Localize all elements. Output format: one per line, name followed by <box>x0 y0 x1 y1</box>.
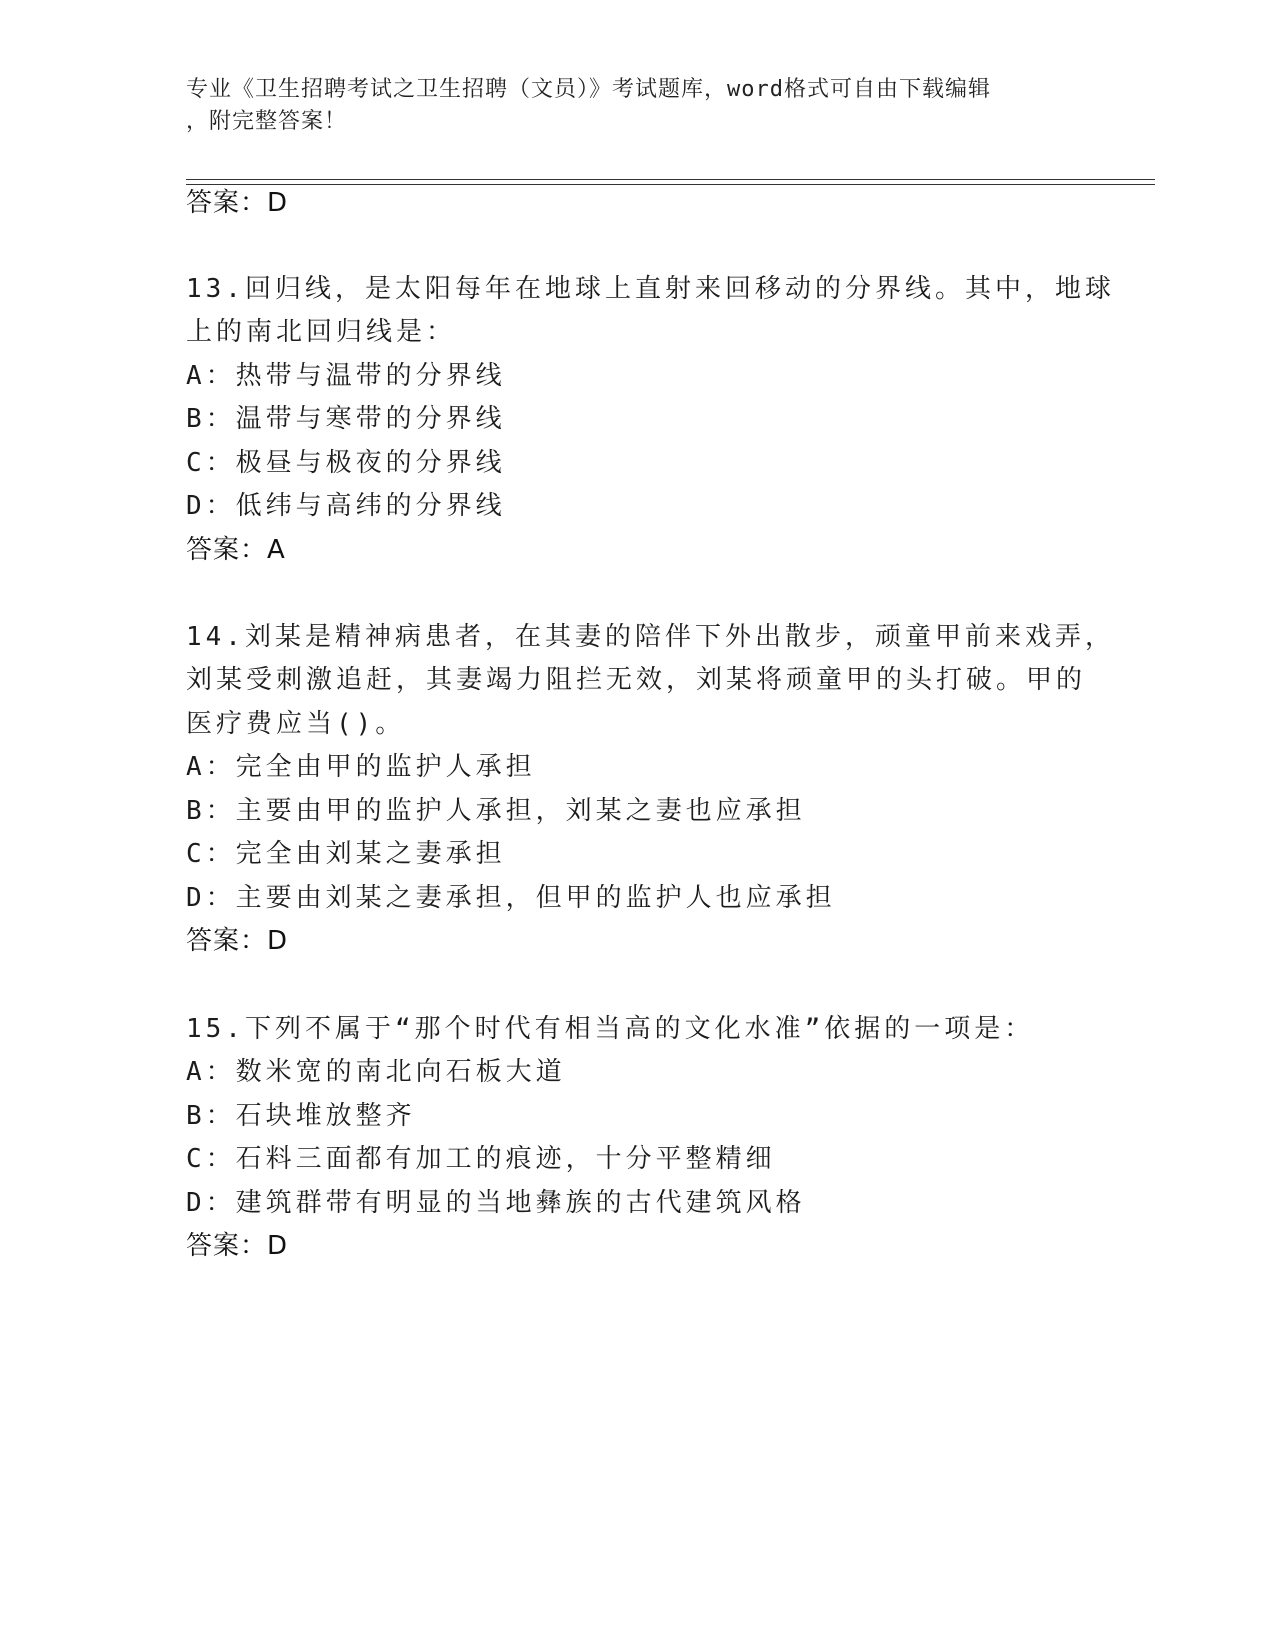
header-line-1: 专业《卫生招聘考试之卫生招聘（文员）》考试题库，word格式可自由下载编辑 <box>186 77 991 102</box>
previous-answer: 答案：D <box>186 188 289 218</box>
q15-option-d: D：建筑群带有明显的当地彝族的古代建筑风格 <box>186 1188 806 1218</box>
header-line-2: ，附完整答案！ <box>186 109 348 134</box>
q14-option-a: A：完全由甲的监护人承担 <box>186 752 536 782</box>
q15-option-a: A：数米宽的南北向石板大道 <box>186 1057 566 1087</box>
q14-option-c: C：完全由刘某之妻承担 <box>186 839 506 869</box>
q13-option-d: D：低纬与高纬的分界线 <box>186 491 506 521</box>
q14-stem-line-3: 医疗费应当()。 <box>186 709 406 739</box>
q13-stem-line-1: 13.回归线，是太阳每年在地球上直射来回移动的分界线。其中，地球 <box>186 274 1115 304</box>
header-divider-top <box>186 179 1155 180</box>
q14-stem-line-2: 刘某受刺激追赶，其妻竭力阻拦无效，刘某将顽童甲的头打破。甲的 <box>186 665 1087 695</box>
q15-option-c: C：石料三面都有加工的痕迹，十分平整精细 <box>186 1144 776 1174</box>
q13-option-b: B：温带与寒带的分界线 <box>186 404 506 434</box>
q13-option-c: C：极昼与极夜的分界线 <box>186 448 506 478</box>
q15-option-b: B：石块堆放整齐 <box>186 1101 416 1131</box>
header-divider-bottom <box>186 184 1155 185</box>
q13-stem-line-2: 上的南北回归线是： <box>186 317 457 347</box>
q15-answer: 答案：D <box>186 1231 289 1261</box>
q15-stem-line-1: 15.下列不属于“那个时代有相当高的文化水准”依据的一项是： <box>186 1014 1035 1044</box>
q13-answer: 答案：A <box>186 535 286 565</box>
q14-option-b: B：主要由甲的监护人承担，刘某之妻也应承担 <box>186 796 806 826</box>
q14-answer: 答案：D <box>186 926 289 956</box>
q14-option-d: D：主要由刘某之妻承担，但甲的监护人也应承担 <box>186 883 836 913</box>
q13-option-a: A：热带与温带的分界线 <box>186 361 506 391</box>
q14-stem-line-1: 14.刘某是精神病患者，在其妻的陪伴下外出散步，顽童甲前来戏弄， <box>186 622 1115 652</box>
document-header <box>186 74 1066 138</box>
